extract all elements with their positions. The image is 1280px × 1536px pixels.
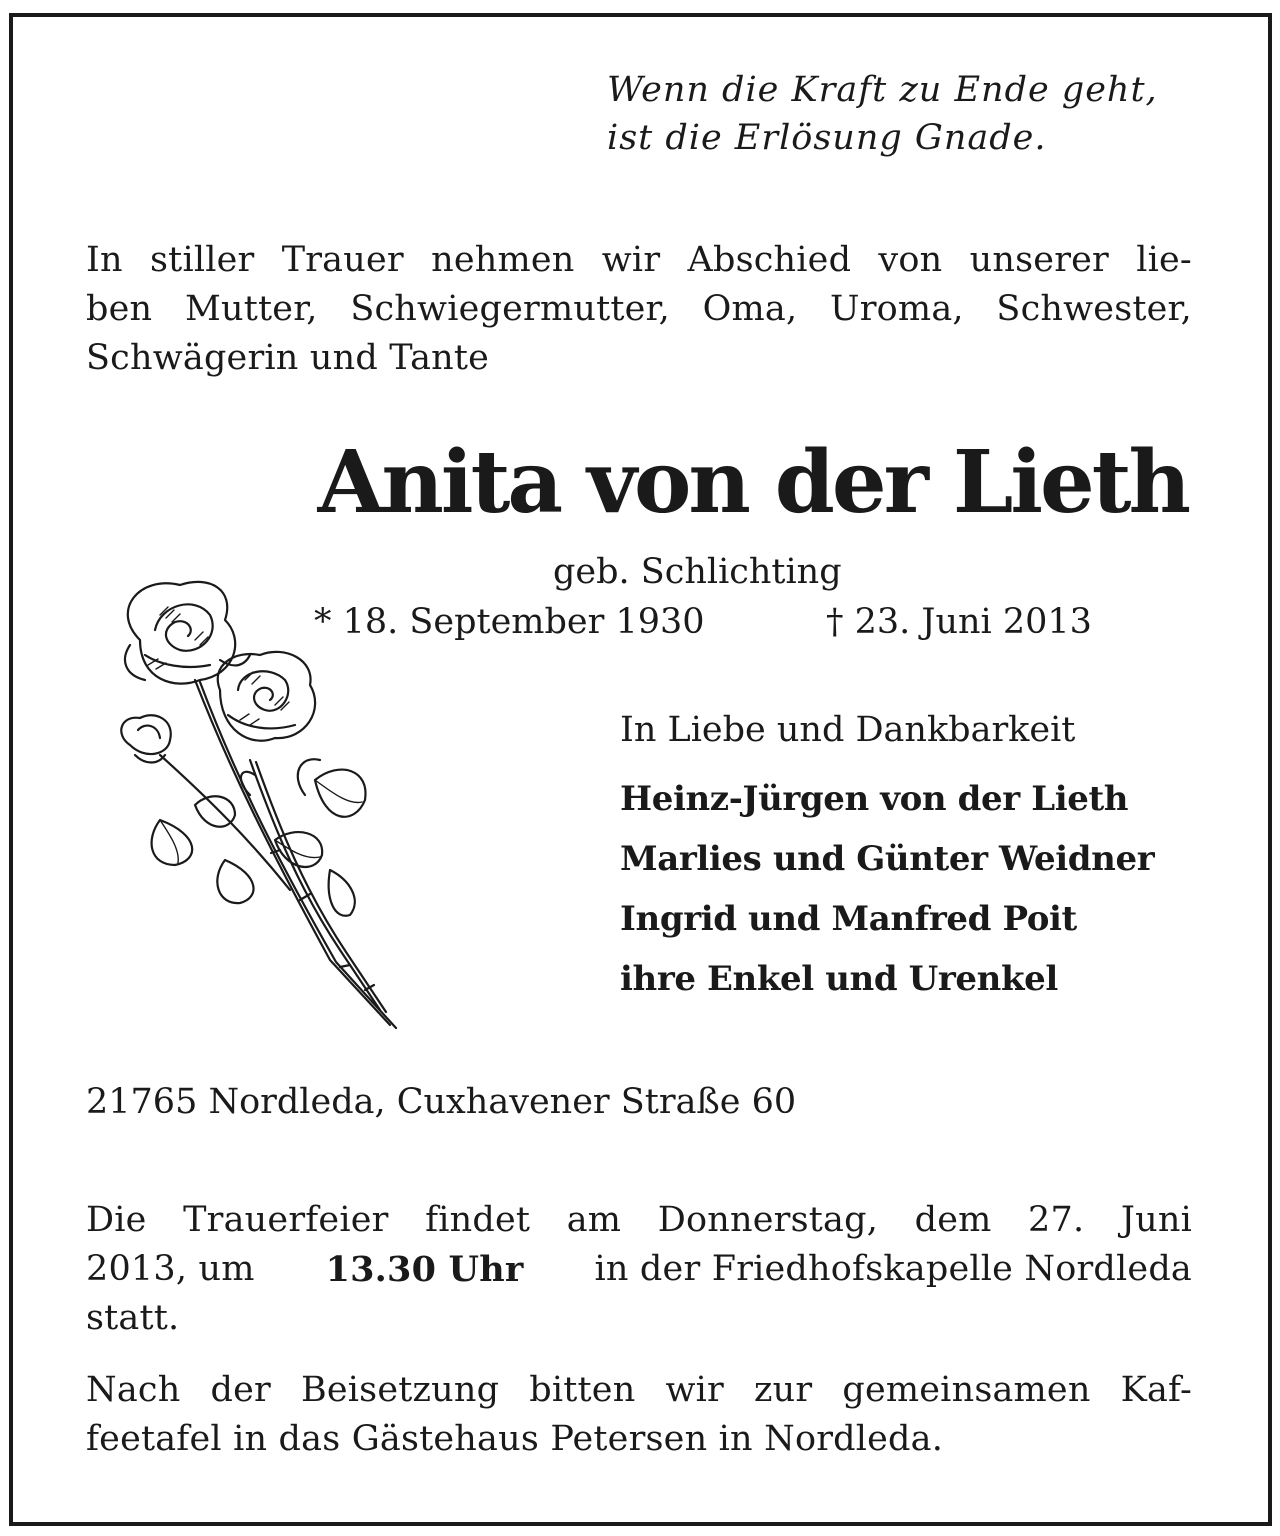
roses-icon <box>100 570 410 1040</box>
funeral-line-1 <box>86 1196 1192 1245</box>
mourner-name: Heinz-Jürgen von der Lieth <box>620 779 1129 819</box>
intro-word: Mutter, <box>184 289 318 329</box>
intro-line-2 <box>86 285 1192 334</box>
reception-line-1 <box>86 1366 1192 1415</box>
mourners-heading: In Liebe und Dankbarkeit <box>620 710 1076 750</box>
intro-paragraph <box>86 236 1192 383</box>
funeral-word: Die <box>86 1200 147 1240</box>
funeral-word: Donnerstag, <box>657 1200 879 1240</box>
intro-word: Trauer <box>281 240 404 280</box>
reception-word: wir <box>665 1370 724 1410</box>
funeral-word: 27. <box>1028 1200 1085 1240</box>
maiden-name: geb. Schlichting <box>553 552 842 592</box>
mourners-list <box>620 769 1154 1009</box>
intro-word: Schwester, <box>996 289 1192 329</box>
intro-word: Schwiegermutter, <box>350 289 670 329</box>
intro-word: In <box>86 240 123 280</box>
motto-line-1: Wenn die Kraft zu Ende geht, <box>607 70 1158 110</box>
funeral-line-2 <box>86 1245 1192 1294</box>
funeral-word: Trauerfeier <box>183 1200 389 1240</box>
intro-word: Oma, <box>702 289 798 329</box>
intro-word: lie- <box>1136 240 1192 280</box>
intro-word: Uroma, <box>830 289 964 329</box>
reception-paragraph <box>86 1366 1192 1464</box>
funeral-line2-end: in der Friedhofskapelle Nordleda <box>594 1249 1192 1289</box>
reception-word: zur <box>754 1370 813 1410</box>
motto <box>607 66 1158 162</box>
funeral-line-3: statt. <box>86 1298 180 1338</box>
motto-line-2: ist die Erlösung Gnade. <box>607 118 1047 158</box>
intro-word: ben <box>86 289 153 329</box>
reception-line-2: feetafel in das Gästehaus Petersen in Nordleda. <box>86 1419 944 1459</box>
deceased-name: Anita von der Lieth <box>317 432 1188 533</box>
reception-word: Beisetzung <box>300 1370 500 1410</box>
funeral-time: 13.30 Uhr <box>325 1249 524 1290</box>
funeral-word: am <box>566 1200 622 1240</box>
intro-word: wir <box>601 240 661 280</box>
birth-date: * 18. September 1930 <box>314 602 705 642</box>
reception-word: gemeinsamen <box>842 1370 1091 1410</box>
intro-line-3: Schwägerin und Tante <box>86 338 490 378</box>
intro-word: Abschied <box>687 240 852 280</box>
address: 21765 Nordleda, Cuxhavener Straße 60 <box>86 1082 797 1122</box>
death-date: † 23. Juni 2013 <box>826 602 1092 642</box>
reception-word: Kaf- <box>1120 1370 1192 1410</box>
intro-word: von <box>878 240 943 280</box>
mourner-name: ihre Enkel und Urenkel <box>620 959 1058 999</box>
intro-line-1 <box>86 236 1192 285</box>
reception-word: bitten <box>529 1370 636 1410</box>
funeral-word: Juni <box>1120 1200 1192 1240</box>
funeral-word: dem <box>914 1200 992 1240</box>
intro-word: stiller <box>150 240 255 280</box>
intro-word: nehmen <box>431 240 575 280</box>
funeral-line2-start: 2013, um <box>86 1249 255 1289</box>
funeral-word: findet <box>425 1200 531 1240</box>
intro-word: unserer <box>969 240 1109 280</box>
reception-word: Nach <box>86 1370 181 1410</box>
funeral-paragraph <box>86 1196 1192 1343</box>
mourner-name: Ingrid und Manfred Poit <box>620 899 1077 939</box>
reception-word: der <box>210 1370 271 1410</box>
mourner-name: Marlies und Günter Weidner <box>620 839 1155 879</box>
